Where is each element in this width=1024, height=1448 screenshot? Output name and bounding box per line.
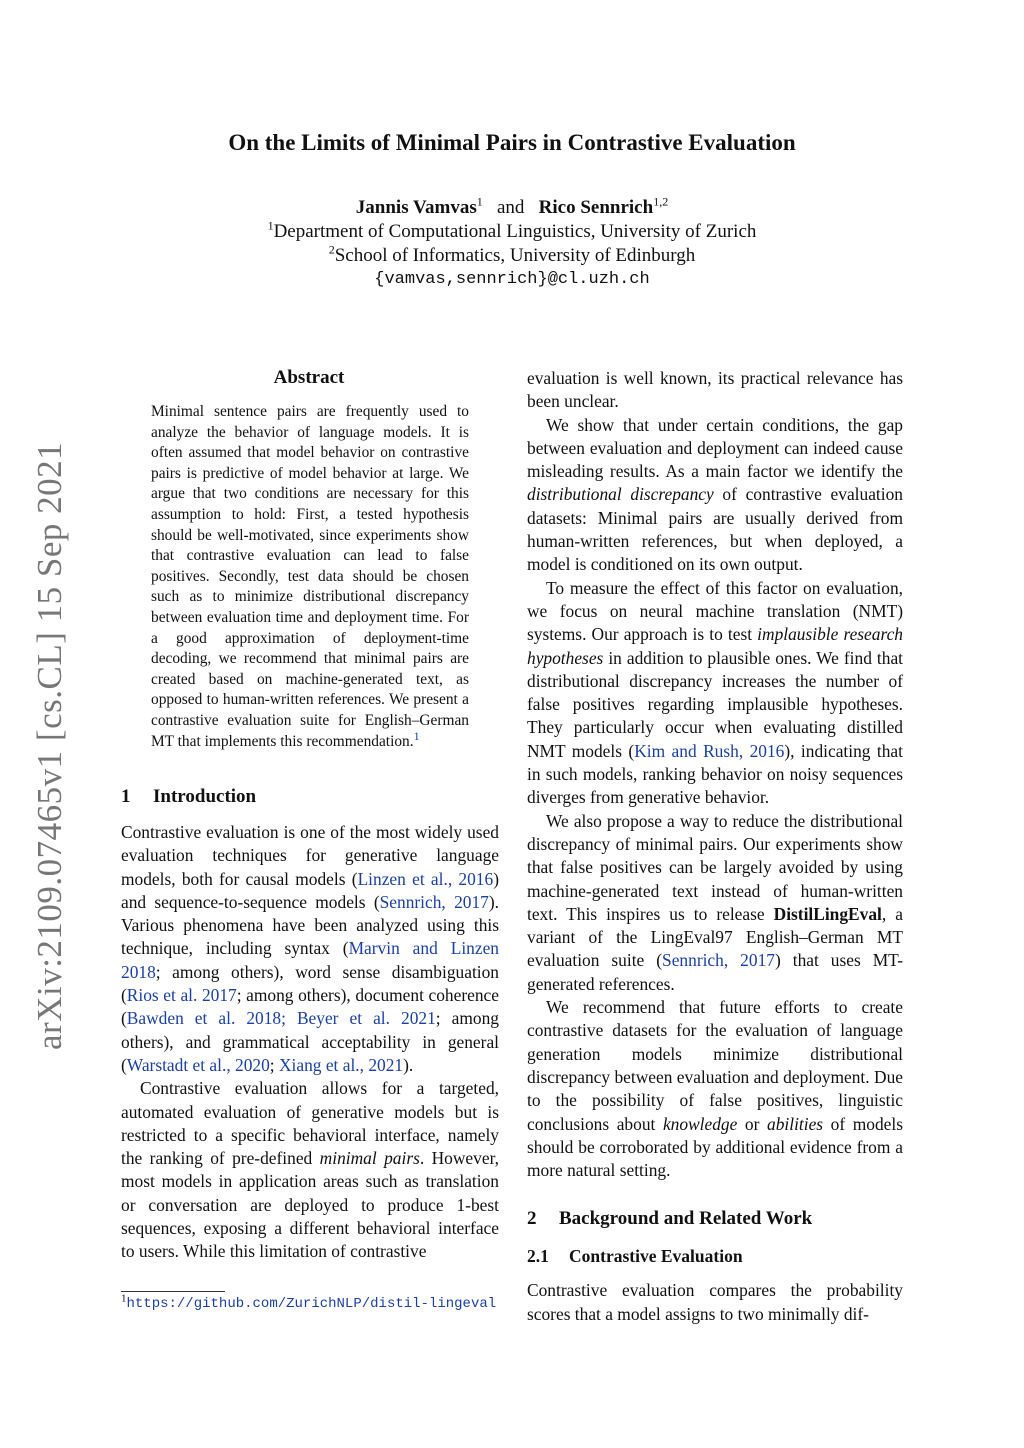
citation-link[interactable]: Bawden et al. 2018; Beyer et al. 2021 (126, 1008, 436, 1029)
author-email: {vamvas,sennrich}@cl.uzh.ch (374, 270, 650, 289)
text-run: ), indicating that in such models, ranking behavior on noisy sequences diverges from generative behavior. (527, 740, 903, 808)
footnote-mark: 1 (413, 728, 420, 743)
citation-link[interactable]: Sennrich, 2017 (379, 891, 489, 912)
citation-link[interactable]: Warstadt et al., 2020 (126, 1054, 270, 1075)
affiliation-text: School of Informatics, University of Edinburgh (334, 245, 696, 266)
affiliation-mark: 1,2 (653, 194, 669, 209)
section-title: Background and Related Work (559, 1208, 813, 1230)
footnote (121, 1294, 497, 1314)
citation-link[interactable]: Rios et al. 2017 (126, 985, 237, 1006)
dataset-name: DistilLingEval (773, 903, 882, 924)
text-run: ) that uses MT-generated references. (527, 950, 904, 994)
intro-paragraph-1 (121, 821, 499, 1077)
text-run: ; among others), document coherence ( (121, 985, 499, 1029)
subsection-title: Contrastive Evaluation (569, 1246, 743, 1267)
author-conjunction: and (496, 197, 525, 218)
right-paragraph-1 (527, 414, 903, 577)
emphasis: minimal pairs (319, 1148, 420, 1169)
section-number: 1 (121, 786, 131, 807)
text-run: ; among others), word sense disambiguation ( (121, 961, 499, 1006)
arxiv-identifier: arXiv:2109.07465v1 [cs.CL] 15 Sep 2021 (30, 441, 69, 1050)
section-title: Introduction (153, 786, 257, 807)
footnote-mark: 1 (121, 1292, 127, 1305)
citation-link[interactable]: Kim and Rush, 2016 (634, 740, 785, 761)
subsection-heading (527, 1246, 903, 1267)
text-run: Contrastive evaluation allows for a targeted, automated evaluation of generative models but is restricted to a specific behavioral interface, namely the ranking of pre-defined (121, 1078, 499, 1169)
abstract-heading: Abstract (273, 367, 345, 388)
section-number: 2 (527, 1208, 537, 1230)
text-run: To measure the effect of this factor on evaluation, we focus on neural machine translation (NMT) systems. Our approach is to test (527, 577, 903, 645)
abstract-text (151, 402, 469, 752)
right-paragraph-5: Contrastive evaluation compares the probability scores that a model assigns to two minimally dif- (527, 1280, 903, 1324)
right-paragraph-2 (527, 577, 903, 810)
text-run: ) and sequence-to-sequence models ( (121, 868, 499, 912)
text-run: We also propose a way to reduce the distributional discrepancy of minimal pairs. Our experiments show that false positives can be largely avoided by using machine-generated text instead of human-written text. This inspires us to release (527, 810, 903, 924)
text-run: We recommend that future efforts to create contrastive datasets for the evaluation of language generation models minimize distributional discrepancy between evaluation and deployment. Due to the possibility of false positives, linguistic conclusions about (527, 997, 903, 1134)
subsection-number: 2.1 (527, 1246, 549, 1267)
emphasis: distributional discrepancy (527, 484, 714, 505)
affiliation (0, 244, 1024, 268)
section-heading-background (527, 1208, 903, 1230)
author-line (0, 196, 1024, 220)
text-run: of contrastive evaluation datasets: Minimal pairs are usually derived from human-written references, but when deployed, a model is conditioned on its own output. (527, 484, 903, 575)
footnote-url[interactable]: https://github.com/ZurichNLP/distil-lingeval (126, 1296, 497, 1312)
right-column (527, 367, 903, 1326)
right-paragraph-4 (527, 996, 903, 1182)
right-paragraph-0: evaluation is well known, its practical relevance has been unclear. (527, 368, 903, 412)
emphasis: knowledge (662, 1113, 738, 1134)
footnote-rule (121, 1291, 225, 1292)
emphasis: abilities (767, 1113, 824, 1134)
right-paragraph-3 (527, 810, 903, 996)
paper-title: On the Limits of Minimal Pairs in Contrastive Evaluation (228, 130, 796, 155)
text-run: Contrastive evaluation is one of the most widely used evaluation techniques for generative language models, both for causal models ( (121, 822, 499, 889)
affiliation-mark: 2 (328, 242, 335, 257)
citation-link[interactable]: Linzen et al., 2016 (357, 868, 494, 889)
author-block (0, 196, 1024, 292)
intro-paragraph-2 (121, 1077, 499, 1263)
text-run: ). (403, 1054, 414, 1075)
citation-link[interactable]: Xiang et al., 2021 (278, 1054, 404, 1075)
affiliation-text: Department of Computational Linguistics, University of Zurich (273, 221, 757, 242)
text-run: . However, most models in application areas such as translation or conversation are deployed to produce 1-best sequences, exposing a different behavioral interface to users. While this limitation of contrastive (121, 1148, 500, 1262)
abstract-body: Minimal sentence pairs are frequently used to analyze the behavior of language models. It is often assumed that model behavior on contrastive pairs is predictive of model behavior at large. We argue that two conditions are necessary for this assumption to hold: First, a tested hypothesis should be well-motivated, since experiments show that contrastive evaluation can lead to false positives. Secondly, test data should be chosen such as to minimize distributional discrepancy between evaluation time and deployment time. For a good approximation of deployment-time decoding, we recommend that minimal pairs are created based on machine-generated text, as opposed to human-written references. We present a contrastive evaluation suite for English–German MT that implements this recommendation. (151, 403, 469, 750)
affiliation-mark: 1 (476, 194, 483, 209)
text-run: in addition to plausible ones. We find that distributional discrepancy increases the number of false positives regarding implausible hypotheses. They particularly occur when evaluating distilled NMT models ( (527, 647, 903, 761)
citation-link[interactable]: Sennrich, 2017 (662, 950, 775, 971)
text-run: , a variant of the LingEval97 English–German MT evaluation suite ( (527, 903, 903, 971)
text-run: ; among others), and grammatical acceptability in general ( (121, 1008, 499, 1075)
left-column (121, 786, 499, 1264)
author-name: Rico Sennrich (538, 197, 654, 218)
text-run: We show that under certain conditions, the gap between evaluation and deployment can indeed cause misleading results. As a main factor we identify the (527, 414, 903, 482)
citation-link[interactable]: Marvin and Linzen 2018 (121, 938, 499, 982)
affiliation-mark: 1 (267, 218, 274, 233)
section-heading-introduction (121, 786, 499, 808)
affiliation (0, 220, 1024, 244)
text-run: of models should be corroborated by additional evidence from a more natural setting. (527, 1113, 903, 1181)
author-name: Jannis Vamvas (355, 197, 477, 218)
text-run: ; (269, 1054, 279, 1075)
emphasis: implausible research hypotheses (527, 624, 903, 668)
text-run: or (737, 1113, 768, 1134)
text-run: ). Various phenomena have been analyzed using this technique, including syntax ( (121, 891, 499, 959)
